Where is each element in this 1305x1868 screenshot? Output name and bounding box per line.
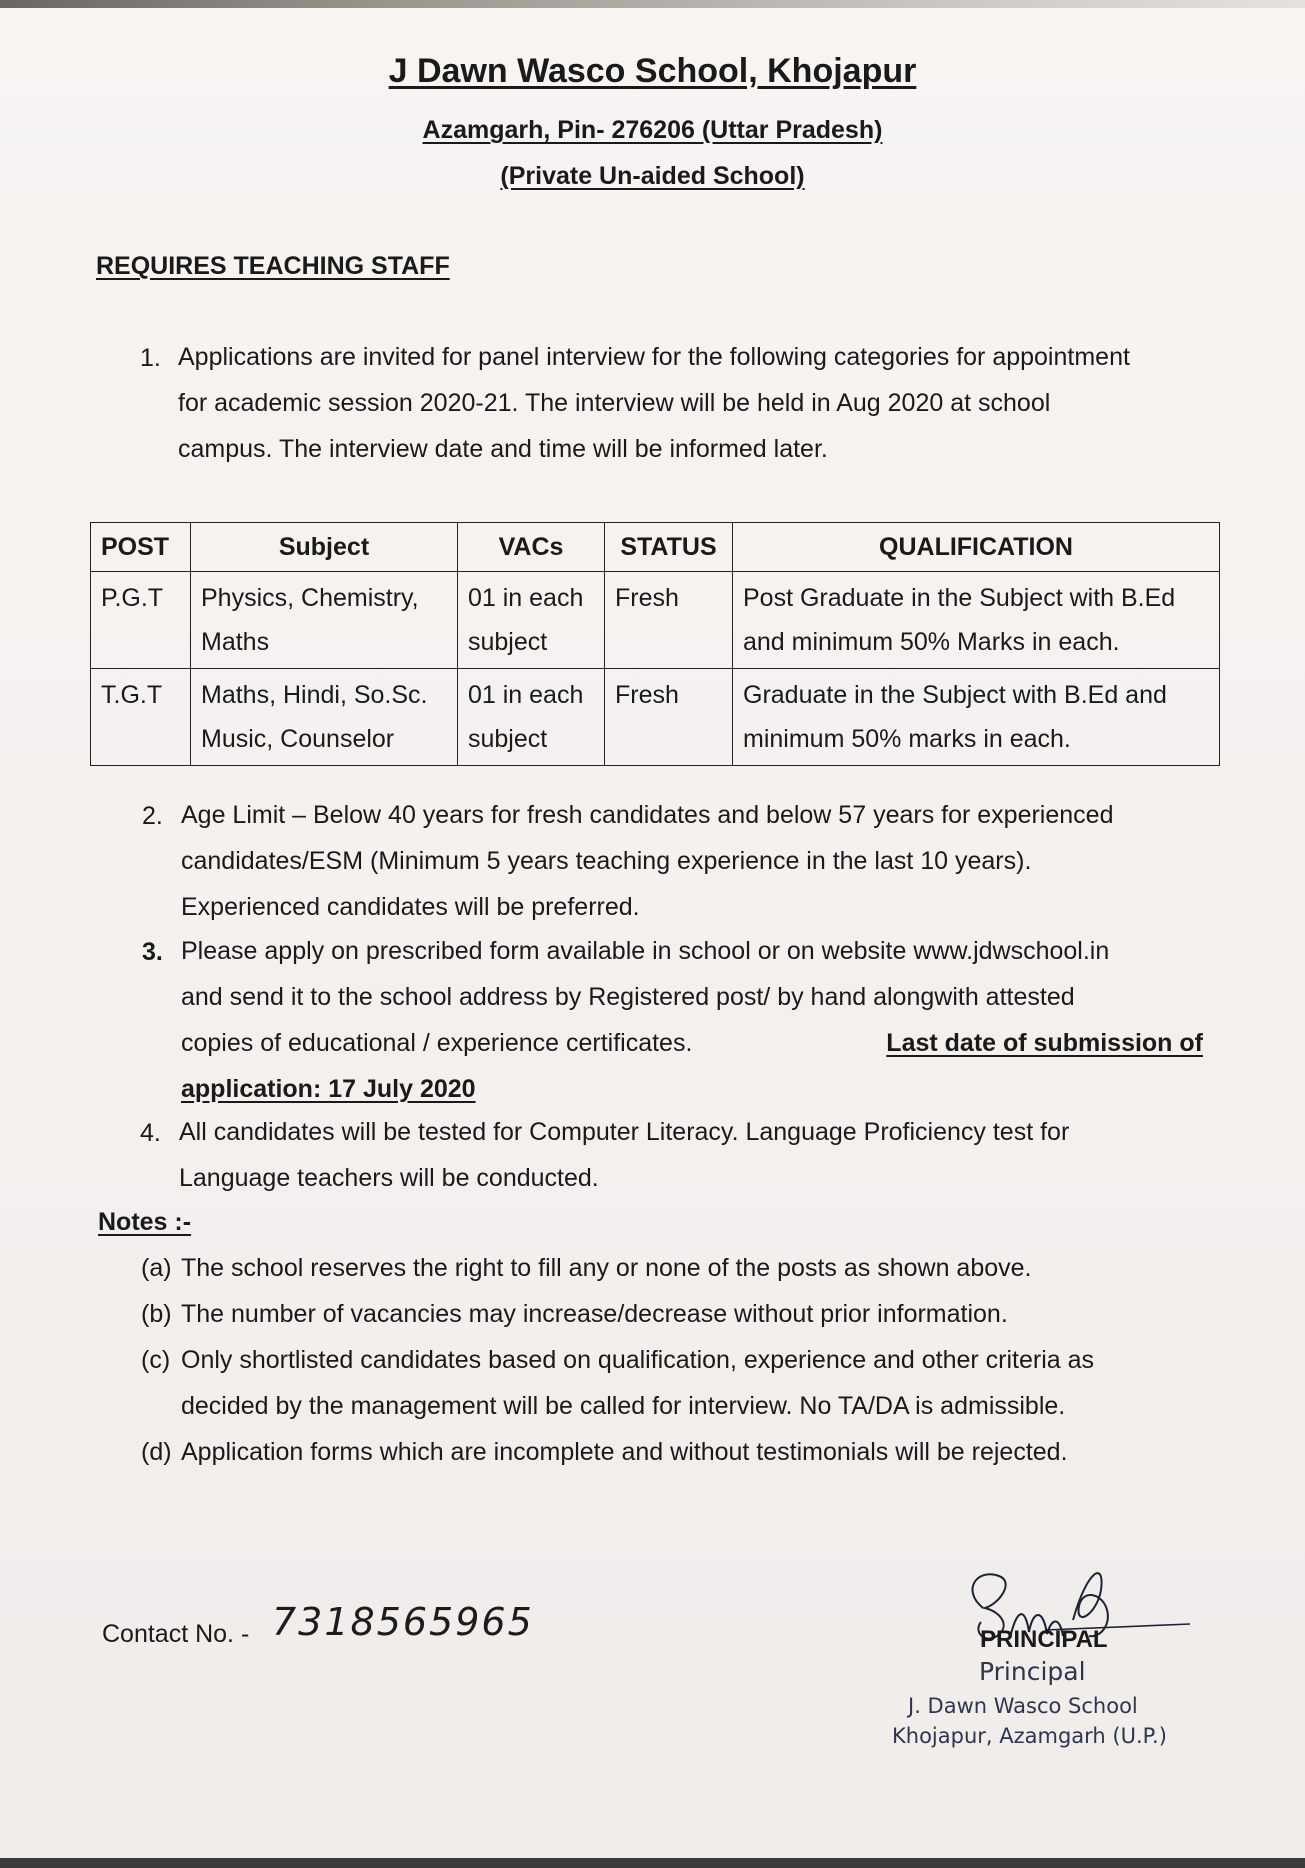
note-a (181, 1245, 1211, 1291)
stamp-school: J. Dawn Wasco School (908, 1694, 1138, 1718)
school-address: Azamgarh, Pin- 276206 (Uttar Pradesh) (422, 116, 883, 144)
stamp-title: Principal (979, 1657, 1086, 1686)
note-label: (b) (141, 1300, 172, 1328)
cell-line: 01 in each (468, 681, 584, 709)
text-line: The school reserves the right to fill any or none of the posts as shown above. (181, 1254, 1032, 1282)
text-line: Experienced candidates will be preferred. (181, 893, 640, 921)
contact-number-handwritten: 7318565965 (272, 1600, 534, 1644)
table-row (91, 572, 1220, 669)
text-line: Language teachers will be conducted. (179, 1164, 599, 1192)
cell-line: Post Graduate in the Subject with B.Ed (743, 584, 1176, 612)
cell-vacs (458, 669, 605, 766)
note-d (181, 1429, 1211, 1475)
cell-line: 01 in each (468, 584, 584, 612)
notes-title: Notes :- (98, 1208, 192, 1236)
cell-qualification (733, 669, 1220, 766)
column-header: POST (91, 523, 191, 572)
cell-status: Fresh (605, 572, 733, 669)
cell-vacs (458, 572, 605, 669)
contact-label: Contact No. - (102, 1620, 250, 1648)
column-header: Subject (191, 523, 458, 572)
cell-subject (191, 572, 458, 669)
text-line: Age Limit – Below 40 years for fresh candidates and below 57 years for experienced (181, 801, 1114, 829)
note-c (181, 1337, 1209, 1429)
column-header: STATUS (605, 523, 733, 572)
cell-status: Fresh (605, 669, 733, 766)
table-header-row (91, 523, 1220, 572)
principal-title: PRINCIPAL (980, 1626, 1108, 1653)
cell-line: and minimum 50% Marks in each. (743, 628, 1120, 656)
text-line: campus. The interview date and time will be informed later. (178, 435, 828, 463)
point-number: 1. (140, 344, 161, 372)
deadline-emphasis: Last date of submission of (886, 1029, 1203, 1057)
point-number: 2. (142, 802, 163, 830)
school-type: (Private Un-aided School) (500, 162, 805, 190)
text-line: The number of vacancies may increase/decrease without prior information. (181, 1300, 1008, 1328)
text-line: Application forms which are incomplete and without testimonials will be rejected. (181, 1438, 1068, 1466)
cell-line: Music, Counselor (201, 725, 395, 753)
text-line: All candidates will be tested for Computer Literacy. Language Proficiency test for (179, 1118, 1070, 1146)
point-1-text (178, 334, 1198, 472)
column-header: VACs (458, 523, 605, 572)
cell-line: Maths, Hindi, So.Sc. (201, 681, 428, 709)
text-line: Please apply on prescribed form available in school or on website www.jdwschool.in (181, 937, 1110, 965)
cell-subject (191, 669, 458, 766)
text-line: Only shortlisted candidates based on qualification, experience and other criteria as (181, 1346, 1095, 1374)
text-line: candidates/ESM (Minimum 5 years teaching experience in the last 10 years). (181, 847, 1032, 875)
vacancy-table (90, 522, 1220, 766)
point-3-text (181, 928, 1203, 1112)
deadline-date: application: 17 July 2020 (181, 1075, 476, 1103)
cell-line: Physics, Chemistry, (201, 584, 419, 612)
section-title: REQUIRES TEACHING STAFF (96, 252, 450, 280)
point-number: 4. (140, 1119, 161, 1147)
cell-line: subject (468, 725, 548, 753)
note-label: (a) (141, 1254, 172, 1282)
cell-line: Maths (201, 628, 270, 656)
note-b (181, 1291, 1211, 1337)
scan-edge-top (0, 0, 1305, 8)
cell-qualification (733, 572, 1220, 669)
point-2-text (181, 792, 1201, 930)
cell-post: T.G.T (91, 669, 191, 766)
cell-line: subject (468, 628, 548, 656)
stamp-location: Khojapur, Azamgarh (U.P.) (892, 1724, 1167, 1748)
scan-edge-bottom (0, 1858, 1305, 1868)
column-header: QUALIFICATION (733, 523, 1220, 572)
note-label: (d) (141, 1438, 172, 1466)
point-number: 3. (142, 938, 163, 966)
text-segment: copies of educational / experience certificates. (181, 1029, 693, 1057)
cell-line: Graduate in the Subject with B.Ed and (743, 681, 1167, 709)
school-name: J Dawn Wasco School, Khojapur (388, 52, 917, 90)
note-label: (c) (141, 1346, 171, 1374)
cell-post: P.G.T (91, 572, 191, 669)
point-4-text (179, 1109, 1204, 1201)
text-line: for academic session 2020-21. The interview will be held in Aug 2020 at school (178, 389, 1051, 417)
text-line: Applications are invited for panel interview for the following categories for appointment (178, 343, 1130, 371)
cell-line: minimum 50% marks in each. (743, 725, 1071, 753)
table-row (91, 669, 1220, 766)
text-line: decided by the management will be called for interview. No TA/DA is admissible. (181, 1392, 1066, 1420)
text-line: and send it to the school address by Registered post/ by hand alongwith attested (181, 983, 1075, 1011)
text-line (181, 1020, 1203, 1066)
